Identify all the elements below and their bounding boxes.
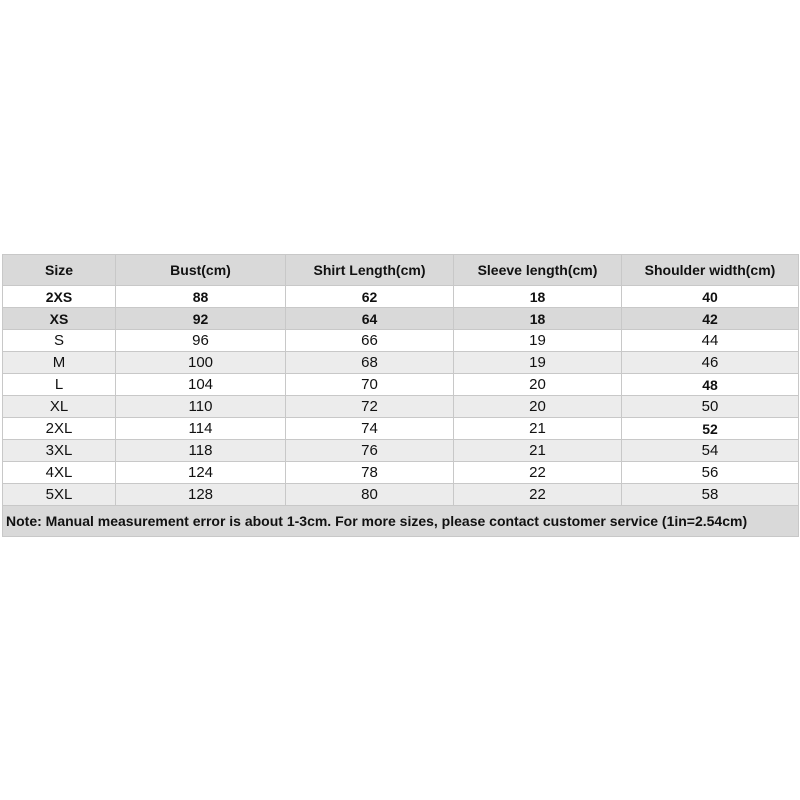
cell-shirt-length: 70 — [286, 374, 454, 396]
table-row — [3, 462, 799, 484]
cell-shirt-length: 68 — [286, 352, 454, 374]
cell-bust: 100 — [116, 352, 286, 374]
measurement-note: Note: Manual measurement error is about 1-3cm. For more sizes, please contact customer service (1in=2.54cm) — [3, 506, 799, 537]
cell-shoulder-width: 44 — [622, 330, 799, 352]
cell-size: 4XL — [3, 462, 116, 484]
cell-bust: 92 — [116, 308, 286, 330]
cell-sleeve-length: 22 — [454, 462, 622, 484]
cell-shoulder-width: 46 — [622, 352, 799, 374]
cell-size: L — [3, 374, 116, 396]
cell-sleeve-length: 21 — [454, 418, 622, 440]
cell-size: 3XL — [3, 440, 116, 462]
table-row — [3, 484, 799, 506]
cell-sleeve-length: 20 — [454, 396, 622, 418]
table-row — [3, 374, 799, 396]
table-row — [3, 440, 799, 462]
header-shoulder-width: Shoulder width(cm) — [622, 255, 799, 286]
cell-shirt-length: 66 — [286, 330, 454, 352]
cell-shoulder-width: 48 — [622, 374, 799, 396]
cell-sleeve-length: 18 — [454, 286, 622, 308]
cell-size: M — [3, 352, 116, 374]
cell-shoulder-width: 52 — [622, 418, 799, 440]
cell-shoulder-width: 40 — [622, 286, 799, 308]
cell-bust: 104 — [116, 374, 286, 396]
cell-sleeve-length: 21 — [454, 440, 622, 462]
cell-shirt-length: 72 — [286, 396, 454, 418]
cell-size: XL — [3, 396, 116, 418]
cell-size: XS — [3, 308, 116, 330]
cell-shirt-length: 64 — [286, 308, 454, 330]
cell-size: 2XL — [3, 418, 116, 440]
header-size: Size — [3, 255, 116, 286]
cell-shirt-length: 80 — [286, 484, 454, 506]
cell-sleeve-length: 18 — [454, 308, 622, 330]
cell-shoulder-width: 58 — [622, 484, 799, 506]
cell-shirt-length: 76 — [286, 440, 454, 462]
cell-bust: 118 — [116, 440, 286, 462]
cell-size: S — [3, 330, 116, 352]
cell-size: 5XL — [3, 484, 116, 506]
cell-sleeve-length: 19 — [454, 352, 622, 374]
cell-shoulder-width: 56 — [622, 462, 799, 484]
cell-shirt-length: 62 — [286, 286, 454, 308]
table-row — [3, 418, 799, 440]
cell-bust: 88 — [116, 286, 286, 308]
cell-sleeve-length: 22 — [454, 484, 622, 506]
cell-shoulder-width: 54 — [622, 440, 799, 462]
cell-shirt-length: 74 — [286, 418, 454, 440]
cell-shoulder-width: 42 — [622, 308, 799, 330]
table-row — [3, 396, 799, 418]
cell-bust: 96 — [116, 330, 286, 352]
table-row — [3, 286, 799, 308]
size-chart-table — [2, 254, 799, 537]
cell-bust: 110 — [116, 396, 286, 418]
table-note-row — [3, 506, 799, 537]
header-sleeve-length: Sleeve length(cm) — [454, 255, 622, 286]
table-row — [3, 330, 799, 352]
cell-bust: 114 — [116, 418, 286, 440]
cell-shirt-length: 78 — [286, 462, 454, 484]
table-row — [3, 352, 799, 374]
table-header-row — [3, 255, 799, 286]
table-row — [3, 308, 799, 330]
header-bust: Bust(cm) — [116, 255, 286, 286]
cell-bust: 128 — [116, 484, 286, 506]
header-shirt-length: Shirt Length(cm) — [286, 255, 454, 286]
cell-bust: 124 — [116, 462, 286, 484]
cell-sleeve-length: 19 — [454, 330, 622, 352]
cell-sleeve-length: 20 — [454, 374, 622, 396]
cell-size: 2XS — [3, 286, 116, 308]
cell-shoulder-width: 50 — [622, 396, 799, 418]
